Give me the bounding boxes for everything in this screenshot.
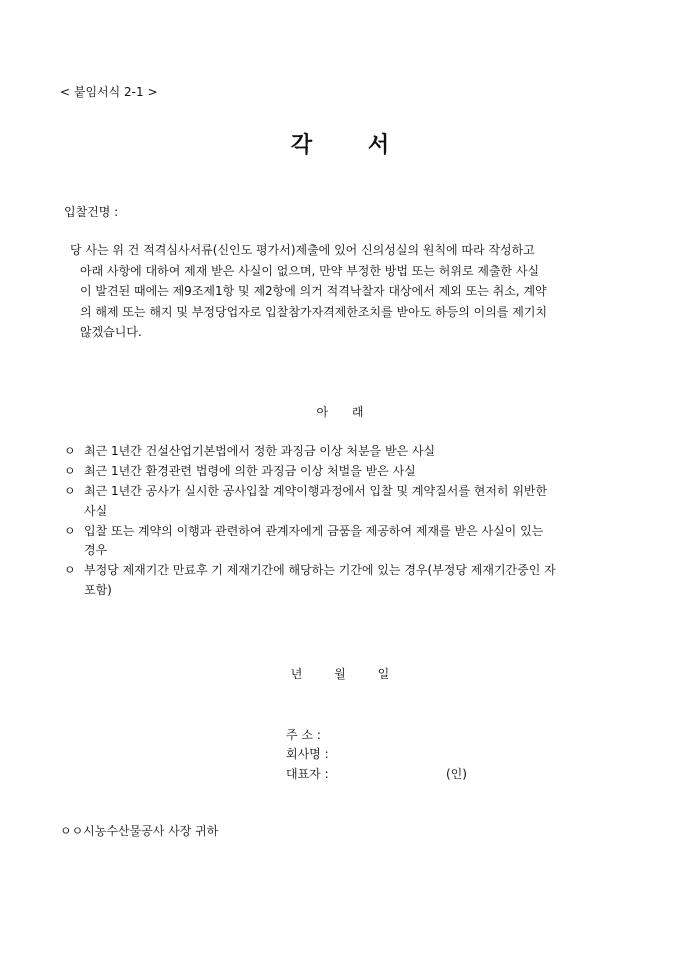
section-heading-below xyxy=(0,403,680,420)
list-item xyxy=(62,462,622,482)
bullet-icon: ㅇ xyxy=(64,523,76,538)
body-line: 않겠습니다. xyxy=(80,325,142,339)
list-item-line: 입찰 또는 계약의 이행과 관련하여 관계자에게 금품을 제공하여 제재를 받은 사실이 있는 xyxy=(84,523,544,538)
list-item-line: 부정당 제재기간 만료후 기 제재기간에 해당하는 기간에 있는 경우(부정당 제재기간중인 자 xyxy=(84,563,556,577)
sanction-list xyxy=(62,442,622,601)
recipient-line: ㅇㅇ시농수산물공사 사장 귀하 xyxy=(60,824,219,838)
date-month-label: 월 xyxy=(334,667,346,681)
pledge-body xyxy=(64,240,624,343)
signature-company xyxy=(286,745,338,762)
signature-address xyxy=(286,726,338,743)
title-char-2: 서 xyxy=(367,133,390,158)
list-item-line: 최근 1년간 공사가 실시한 공사입찰 계약이행과정에서 입찰 및 계약질서를 현저히 위반한 xyxy=(84,484,548,498)
address-label: 주 소 : xyxy=(286,728,321,742)
list-item xyxy=(62,561,622,600)
heading-char-1: 아 xyxy=(316,405,329,419)
list-item xyxy=(62,442,622,462)
bid-name-label: 입찰건명 : xyxy=(64,205,119,219)
date-year-label: 년 xyxy=(290,667,303,681)
seal-mark: (인) xyxy=(446,767,467,781)
representative-label: 대표자 : xyxy=(286,767,329,781)
list-item xyxy=(62,482,622,521)
list-item-line: 최근 1년간 건설산업기본법에서 정한 과징금 이상 처분을 받은 사실 xyxy=(84,444,436,458)
list-item-line: 포함) xyxy=(84,582,112,597)
bullet-icon: ㅇ xyxy=(64,444,76,458)
body-line: 이 발견된 때에는 제9조제1항 및 제2항에 의거 적격낙찰자 대상에서 제외 또는 취소, 계약 xyxy=(80,284,547,298)
document-title xyxy=(0,128,680,159)
heading-char-2: 래 xyxy=(351,405,364,419)
signature-representative xyxy=(286,765,338,782)
list-item-line: 경우 xyxy=(84,543,108,557)
bullet-icon: ㅇ xyxy=(64,563,76,577)
list-item xyxy=(62,522,622,561)
form-label: < 붙임서식 2-1 > xyxy=(60,85,158,99)
body-line: 의 해제 또는 해지 및 부정당업자로 입찰참가자격제한조치를 받아도 하등의 이의를 제기치 xyxy=(80,304,548,319)
body-line: 당 사는 위 건 적격심사서류(신인도 평가서)제출에 있어 신의성실의 원칙에 따라 작성하고 xyxy=(70,243,535,257)
body-line: 아래 사항에 대하여 제재 받은 사실이 없으며, 만약 부정한 방법 또는 허위로 제출한 사실 xyxy=(80,263,540,278)
company-label: 회사명 : xyxy=(286,747,329,761)
list-item-line: 최근 1년간 환경관련 법령에 의한 과징금 이상 처벌을 받은 사실 xyxy=(84,464,416,478)
list-item-line: 사실 xyxy=(84,503,108,518)
bullet-icon: ㅇ xyxy=(64,464,76,478)
date-day-label: 일 xyxy=(377,667,390,681)
title-char-1: 각 xyxy=(290,133,313,158)
bullet-icon: ㅇ xyxy=(64,484,76,498)
date-line xyxy=(0,665,680,682)
